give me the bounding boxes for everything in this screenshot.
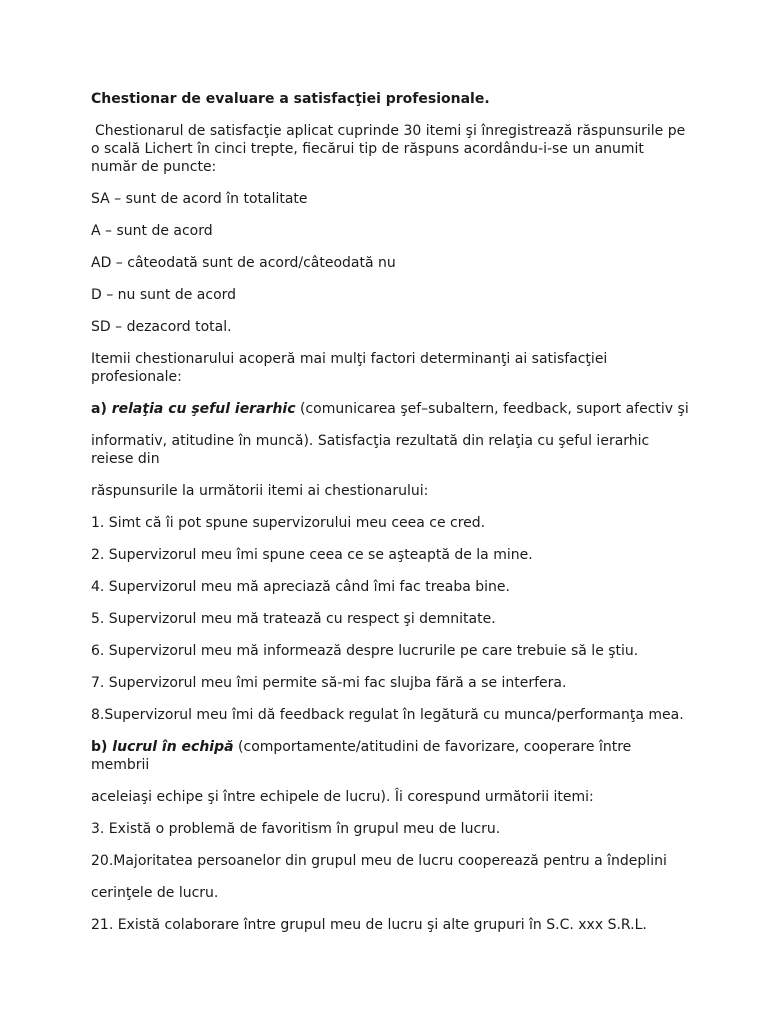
scale-item-a: A – sunt de acord [91, 223, 213, 239]
scale-item-sa: SA – sunt de acord în totalitate [91, 191, 308, 207]
section-a-heading-paragraph [91, 400, 691, 418]
factors-intro: Itemii chestionarului acoperă mai mulţi factori determinanţi ai satisfacţiei profesionale: [91, 351, 608, 385]
section-a-item: 2. Supervizorul meu îmi spune ceea ce se aşteaptă de la mine. [91, 547, 533, 563]
section-a-desc: (comunicarea şef–subaltern, feedback, suport afectiv şi [295, 401, 689, 417]
section-a-title: relaţia cu şeful ierarhic [111, 401, 296, 417]
section-a-item: 5. Supervizorul meu mă tratează cu respect şi demnitate. [91, 611, 496, 627]
section-a-item: 8.Supervizorul meu îmi dă feedback regulat în legătură cu munca/performanţa mea. [91, 707, 684, 723]
document-title: Chestionar de evaluare a satisfacţiei profesionale. [91, 91, 490, 107]
section-b-desc: (comportamente/atitudini de favorizare, cooperare între membrii [91, 739, 632, 773]
section-a-line3: răspunsurile la următorii itemi ai chestionarului: [91, 483, 429, 499]
section-b-line2: aceleiaşi echipe şi între echipele de lucru). Îi corespund următorii itemi: [91, 789, 594, 805]
section-b-letter: b) [91, 739, 108, 755]
scale-item-ad: AD – câteodată sunt de acord/câteodată nu [91, 255, 396, 271]
scale-item-d: D – nu sunt de acord [91, 287, 237, 303]
section-b-item: 20.Majoritatea persoanelor din grupul meu de lucru cooperează pentru a îndeplini [91, 853, 667, 869]
document-body [91, 90, 691, 948]
section-a-heading [91, 401, 296, 417]
scale-item-sd: SD – dezacord total. [91, 319, 232, 335]
section-a-item: 1. Simt că îi pot spune supervizorului meu ceea ce cred. [91, 515, 486, 531]
section-b-title: lucrul în echipă [112, 739, 234, 755]
section-a-item: 6. Supervizorul meu mă informează despre lucrurile pe care trebuie să le ştiu. [91, 643, 639, 659]
section-a-line2: informativ, atitudine în muncă). Satisfacţia rezultată din relaţia cu şeful ierarhic reiese din [91, 433, 650, 467]
section-a-letter: a) [91, 401, 107, 417]
section-b-heading-paragraph [91, 738, 691, 774]
section-b-item: 3. Există o problemă de favoritism în grupul meu de lucru. [91, 821, 501, 837]
section-b-item: 21. Există colaborare între grupul meu de lucru şi alte grupuri în S.C. xxx S.R.L. [91, 917, 647, 933]
section-a-item: 7. Supervizorul meu îmi permite să-mi fac slujba fără a se interfera. [91, 675, 567, 691]
intro-paragraph: Chestionarul de satisfacţie aplicat cuprinde 30 itemi şi înregistrează răspunsurile pe o scală Lichert în cinci trepte, fiecărui tip de răspuns acordându-i-se un anumit număr de puncte: [91, 123, 686, 175]
section-b-heading [91, 739, 234, 755]
section-a-item: 4. Supervizorul meu mă apreciază când îmi fac treaba bine. [91, 579, 510, 595]
section-b-item: cerinţele de lucru. [91, 885, 219, 901]
